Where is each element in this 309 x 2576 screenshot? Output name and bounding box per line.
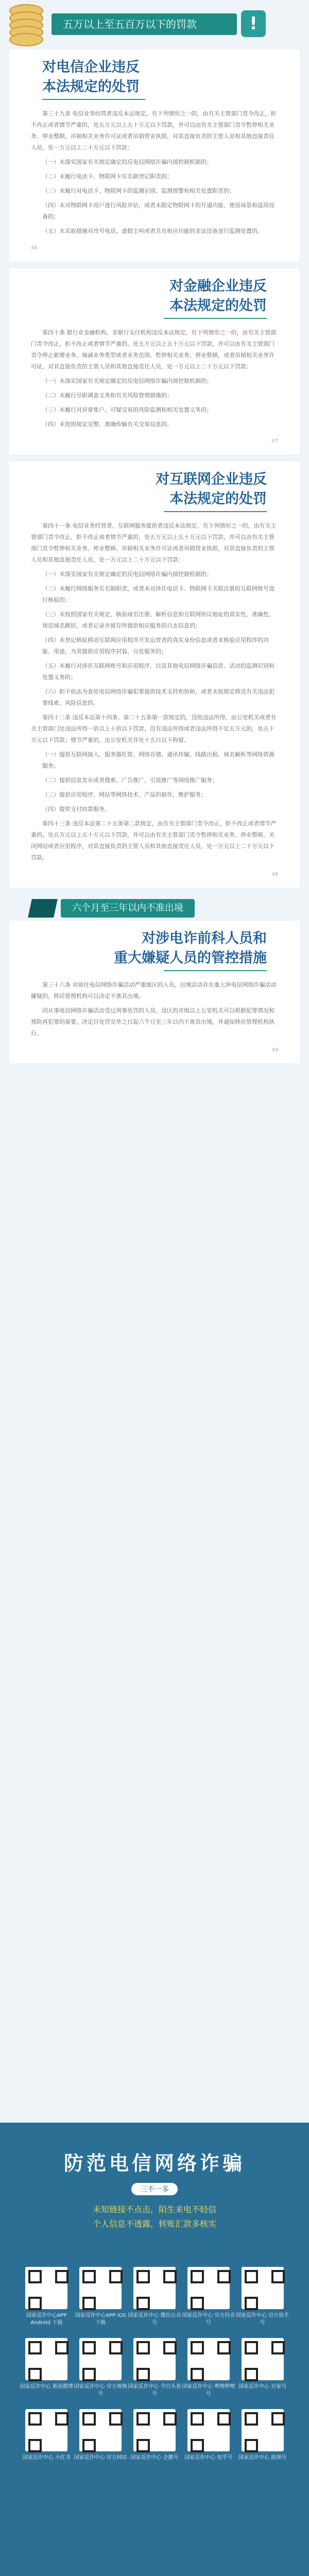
page-number: 47 [271,438,278,444]
paragraph: （一）未落实国家有关规定确定的反电信网络诈骗内部控制机制的； [42,571,212,578]
heading-line: 本法规定的处罚 [169,298,267,314]
qr-code-icon [79,2267,122,2309]
qr-caption: 国家反诈中心 哔哩哔哩号 [182,2384,235,2397]
qr-code-icon [79,2409,122,2451]
qr-code-item[interactable] [181,2267,235,2327]
paragraph: （二）未履行电话卡、物联网卡实名制登记职责的； [42,173,173,180]
paragraph: （四）未登记核验移动互联网应用程序开发运营者的真实身份信息或者未核验应用程序的功能、用途，为其提供应用程序封装、分发服务的； [42,637,269,655]
slogan-line-1: 未知链接不点击，陌生来电不轻信 [92,2205,216,2214]
heading-rule [164,318,267,319]
qr-caption: 国家反诈中心 官方快手号 [236,2313,289,2326]
footer-slogan [0,2202,309,2231]
qr-code-item[interactable] [20,2267,74,2327]
qr-caption: 国家反诈中心 微信公众号 [128,2313,181,2326]
qr-code-item[interactable] [74,2409,128,2462]
banner-title: 五万以上至五百万以下的罚款 [52,13,237,35]
qr-code-item[interactable] [181,2409,235,2462]
qr-code-icon [79,2338,122,2380]
slogan-line-2: 个人信息不透露，转账汇款多核实 [92,2219,216,2229]
qr-code-item[interactable] [128,2409,182,2462]
qr-code-icon [25,2409,67,2451]
paragraph: （四）未对物联网卡用户进行风险评估，或者未限定物联网卡的开通功能、使用场景和适用设备的； [42,202,274,220]
qr-code-icon [25,2338,67,2380]
paragraph: （二）未履行网络服务实名制职责，或者未对涉诈电话卡、物联网卡关联注册的互联网账号进行核验的； [42,585,274,603]
heading-line: 本法规定的处罚 [169,491,267,507]
heading-line-2: 重大嫌疑人员的管控措施 [114,950,267,966]
section-body [9,979,300,1039]
qr-code-icon [242,2409,284,2451]
qr-code-item[interactable] [181,2338,235,2398]
paragraph: 第四十三条 违反本法第二十五条第二款规定，由有关主管部门责令改正，拒不改正或者情节严重的，处五万元以上五十万元以下罚款，并可以由有关主管部门责令暂停相关业务、停业整顿、关闭网站或者应用程序，对其直接负责的主管人员和其他直接责任人员，处一万元以上二十万元以下罚款。 [31,820,277,861]
page-number: 48 [271,872,278,877]
qr-code-icon [242,2267,284,2309]
qr-code-item[interactable] [74,2338,128,2398]
section-heading [9,921,300,968]
penalty-banner [0,0,309,49]
qr-code-icon [25,2267,67,2309]
heading-line-1: 对涉电诈前科人员和 [142,930,267,946]
page-number: 49 [271,1047,278,1053]
paragraph: （四）未按照规定完整、准确传输有关交易信息的。 [42,421,173,428]
paragraph: （二）未履行尽职调查义务和有关风险管理措施的； [42,392,173,399]
heading-line: 本法规定的处罚 [42,79,140,95]
section-heading [9,49,300,97]
heading-rule [164,511,267,512]
paragraph: 第四十条 银行业金融机构、非银行支付机构违反本法规定，有下列情形之一的，由有关主管部门责令改正，拒不改正或者情节严重的，处五万元以上五十万元以下罚款，并可以由有关主管部门责令停止新增业务、缩减业务类型或者业务范围、暂停相关业务、停业整顿，或者吊销相关业务许可证，对其直接负责的主管人员和其他直接责任人员，处一万元以上二十万元以下罚款： [31,329,277,370]
heading-rule [42,99,145,100]
qr-caption: 国家反诈中心 百家号 [238,2384,287,2389]
paragraph: （一）未落实国家有关规定确定的反电信网络诈骗内部控制机制的； [42,159,212,165]
paragraph: （三）未按照国家有关规定，核验域名注册、解析信息和互联网协议地址的真实性、准确性，规范域名跳转，或者记录并留存所提供相应服务的日志信息的； [42,611,274,629]
paragraph: 第三十六条 对前往电信网络诈骗活动严重地区的人员，出境活动存在重大涉电信网络诈骗活动嫌疑的，移民管理机构可以决定不准其出境。 [31,981,277,999]
qr-caption: 国家反诈中心 官方视频号 [74,2384,127,2397]
paragraph: （二）提供信息发布或者搜索、广告推广、引流推广等网络推广服务； [42,777,218,784]
qr-caption: 国家反诈中心APP Android 下载 [26,2313,67,2326]
qr-code-item[interactable] [74,2267,128,2327]
section-heading [9,268,300,316]
qr-caption: 国家反诈中心 澎湃号 [238,2455,287,2461]
law-section [9,268,300,454]
exit-ban-bar [9,895,300,921]
qr-code-item[interactable] [235,2409,289,2462]
paragraph: 因从事电信网络诈骗活动受过刑事处罚的人员，设区的市级以上公安机关可以根据犯罪情况和预防再犯罪的需要，决定自处罚完毕之日起六个月至三年以内不准其出境，并通知移民管理机构执行。 [31,1007,274,1037]
footer-title: 防范电信网络诈骗 [63,2151,245,2175]
section-body [9,520,300,863]
paragraph: （三）提供应用程序、网站等网络技术、产品的制作、维护服务； [42,791,207,798]
qr-code-item[interactable] [128,2267,182,2327]
paragraph: 第四十一条 电信业务经营者、互联网服务提供者违反本法规定，有下列情形之一的，由有关主管部门责令改正，拒不改正或者情节严重的，处五万元以上五十万元以下罚款，并可以由有关主管部门责令暂停相关业务、停业整顿、吊销相关业务许可证或者吊销营业执照，对其直接负责的主管人员和其他直接责任人员，处一万元以上二十万元以下罚款： [31,522,277,563]
heading-rule [164,970,267,971]
qr-code-icon [133,2338,176,2380]
qr-caption: 国家反诈中心 官方网站 [74,2455,127,2461]
heading-line: 对金融企业违反 [169,278,267,294]
footer-panel [0,2123,309,2576]
paragraph: （五）未采取措施对改号电话、虚假主叫或者具有相应功能的非法设备进行监测处置的。 [42,228,263,234]
qr-caption: 国家反诈中心 新浪微博 [20,2384,73,2389]
page-number: 46 [31,245,38,251]
qr-grid [20,2267,289,2462]
paragraph: （三）未履行对异常账户、可疑交易的风险监测和相关处置义务的； [42,406,212,413]
law-section [9,462,300,888]
qr-code-item[interactable] [20,2409,74,2462]
qr-code-item[interactable] [20,2338,74,2398]
alert-icon: ! [241,10,266,37]
qr-code-icon [187,2338,230,2380]
law-section [9,49,300,261]
coins-icon [9,4,45,44]
qr-code-icon [133,2267,176,2309]
qr-caption: 国家反诈中心 官方抖音号 [182,2313,235,2326]
paragraph: （三）未履行对电话卡、物联网卡的监测识别、监测预警和相关处置职责的； [42,188,235,194]
section-body [9,108,300,237]
paragraph: （五）未履行对涉诈互联网账号和应用程序，以及其他电信网络诈骗信息、活动的监测识别和处置义务的； [42,663,274,681]
heading-line: 对互联网企业违反 [156,471,267,487]
qr-code-icon [133,2409,176,2451]
qr-code-item[interactable] [235,2338,289,2398]
paragraph: （一）未落实国家有关规定确定的反电信网络诈骗内部控制机制的； [42,378,212,384]
paragraph: 第三十九条 电信业务经营者违反本法规定，有下列情形之一的，由有关主管部门责令改正，拒不改正或者情节严重的，处五万元以上五十万元以下罚款，并可以由有关主管部门责令暂停相关业务、停业整顿、吊销相关业务许可证或者吊销营业执照，对其直接负责的主管人员和其他直接责任人员，处一万元以上二十万元以下罚款： [31,110,277,151]
qr-caption: 国家反诈中心 今日头条号 [128,2384,181,2397]
section-exit-control [9,921,300,1063]
law-sections [0,49,309,888]
paragraph: 第四十二条 违反本法第十四条、第二十五条第一款规定的，没收违法所得，由公安机关或者有关主管部门处违法所得一倍以上十倍以下罚款，没有违法所得或者违法所得不足五万元的，处五十万元以下罚款；情节严重的，由公安机关并处十五日以下拘留。 [31,714,277,743]
footer-subtitle: 三不一多 [131,2183,178,2195]
section-body [9,327,300,430]
heading-line: 对电信企业违反 [42,59,140,75]
exit-ban-label: 六个月至三年以内不准出境 [61,899,195,918]
qr-code-icon [187,2409,230,2451]
qr-code-icon [242,2338,284,2380]
paragraph: （四）提供支付结算服务。 [42,806,110,812]
section-heading [9,462,300,509]
paragraph: （一）提供互联网接入、服务器托管、网络存储、通讯传输、线路出租、域名解析等网络资源服务； [42,751,274,769]
qr-caption: 国家反诈中心 知乎号 [184,2455,233,2461]
qr-caption: 国家反诈中心 企鹅号 [130,2455,179,2461]
bar-shape [28,899,58,918]
qr-code-item[interactable] [235,2267,289,2327]
qr-code-icon [187,2267,230,2309]
qr-caption: 国家反诈中心 小红书 [22,2455,71,2461]
qr-caption: 国家反诈中心APP iOS 下载 [75,2313,126,2326]
paragraph: （六）拒不依法为查处电信网络诈骗犯罪提供技术支持和协助，或者未按规定移送有关违法犯罪线索、风险信息的。 [42,688,274,706]
qr-code-item[interactable] [128,2338,182,2398]
